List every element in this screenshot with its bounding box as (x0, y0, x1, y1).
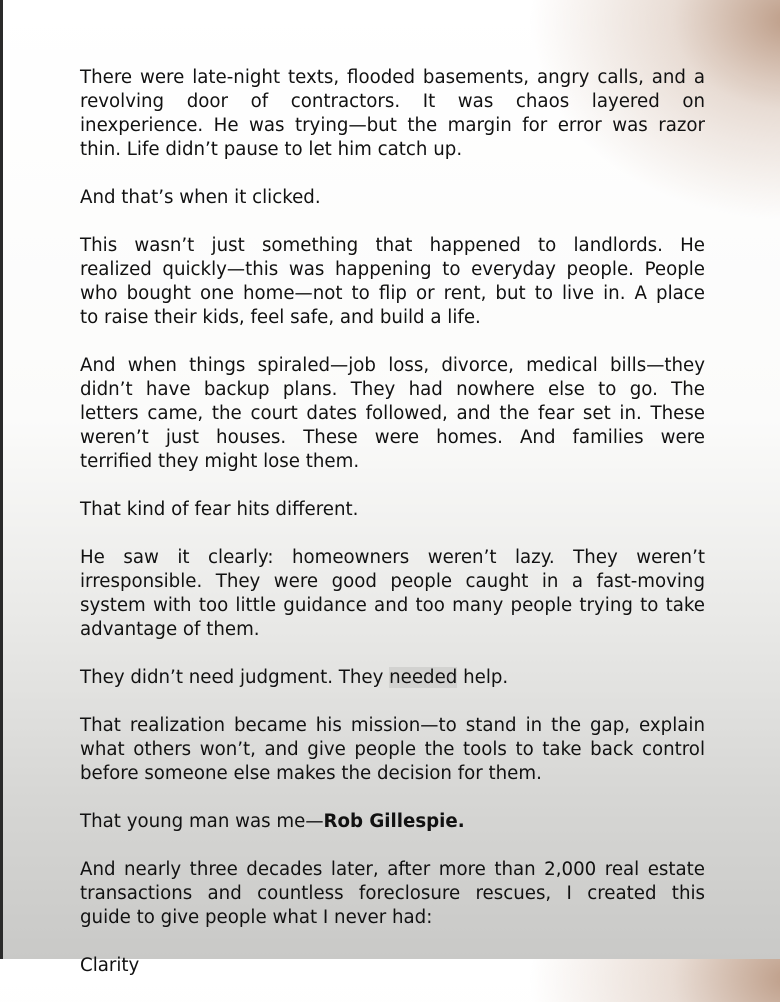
text-line: advantage of them. (80, 619, 260, 640)
paragraph-needed-help (80, 666, 705, 690)
author-name: Rob Gillespie. (323, 811, 465, 832)
text-line: This wasn’t just something that happened to landlords. He (80, 235, 705, 256)
paragraph (80, 234, 705, 330)
text-line: to raise their kids, feel safe, and build a life. (80, 307, 481, 328)
text-selection-highlight[interactable]: needed (389, 667, 458, 688)
paragraph-author (80, 810, 705, 834)
text-line: He saw it clearly: homeowners weren’t lazy. They weren’t (80, 547, 705, 568)
text-line: That kind of fear hits different. (80, 499, 359, 520)
text-line: That realization became his mission—to stand in the gap, explain (80, 715, 705, 736)
text-line: letters came, the court dates followed, and the fear set in. These (80, 403, 705, 424)
text-line: inexperience. He was trying—but the margin for error was razor (80, 115, 705, 136)
text-line: guide to give people what I never had: (80, 907, 433, 928)
text-line: And that’s when it clicked. (80, 187, 321, 208)
cutoff-line: Clarity (80, 955, 140, 976)
text-line: There were late-night texts, flooded basements, angry calls, and a (80, 67, 705, 88)
text-line: who bought one home—not to flip or rent, but to live in. A place (80, 283, 705, 304)
text-line: revolving door of contractors. It was chaos layered on (80, 91, 705, 112)
text-line: realized quickly—this was happening to everyday people. People (80, 259, 705, 280)
text-line: before someone else makes the decision for them. (80, 763, 542, 784)
text-line: thin. Life didn’t pause to let him catch up. (80, 139, 463, 160)
text: They didn’t need judgment. They (80, 667, 390, 688)
paragraph (80, 354, 705, 474)
text-line: irresponsible. They were good people caught in a fast-moving (80, 571, 705, 592)
text-line: didn’t have backup plans. They had nowhere else to go. The (80, 379, 705, 400)
text-line: weren’t just houses. These were homes. And families were (80, 427, 705, 448)
paragraph (80, 66, 705, 162)
text-line: And when things spiraled—job loss, divorce, medical bills—they (80, 355, 705, 376)
text-line: what others won’t, and give people the tools to take back control (80, 739, 705, 760)
text-line: And nearly three decades later, after more than 2,000 real estate (80, 859, 705, 880)
text-line: terrified they might lose them. (80, 451, 360, 472)
paragraph (80, 858, 705, 930)
paragraph (80, 714, 705, 786)
text-line: transactions and countless foreclosure rescues, I created this (80, 883, 705, 904)
paragraph (80, 186, 705, 210)
document-page (80, 66, 705, 1002)
text-line: system with too little guidance and too many people trying to take (80, 595, 705, 616)
paragraph (80, 498, 705, 522)
window-left-edge (0, 0, 3, 959)
text: That young man was me— (80, 811, 324, 832)
paragraph (80, 546, 705, 642)
text: help. (457, 667, 509, 688)
